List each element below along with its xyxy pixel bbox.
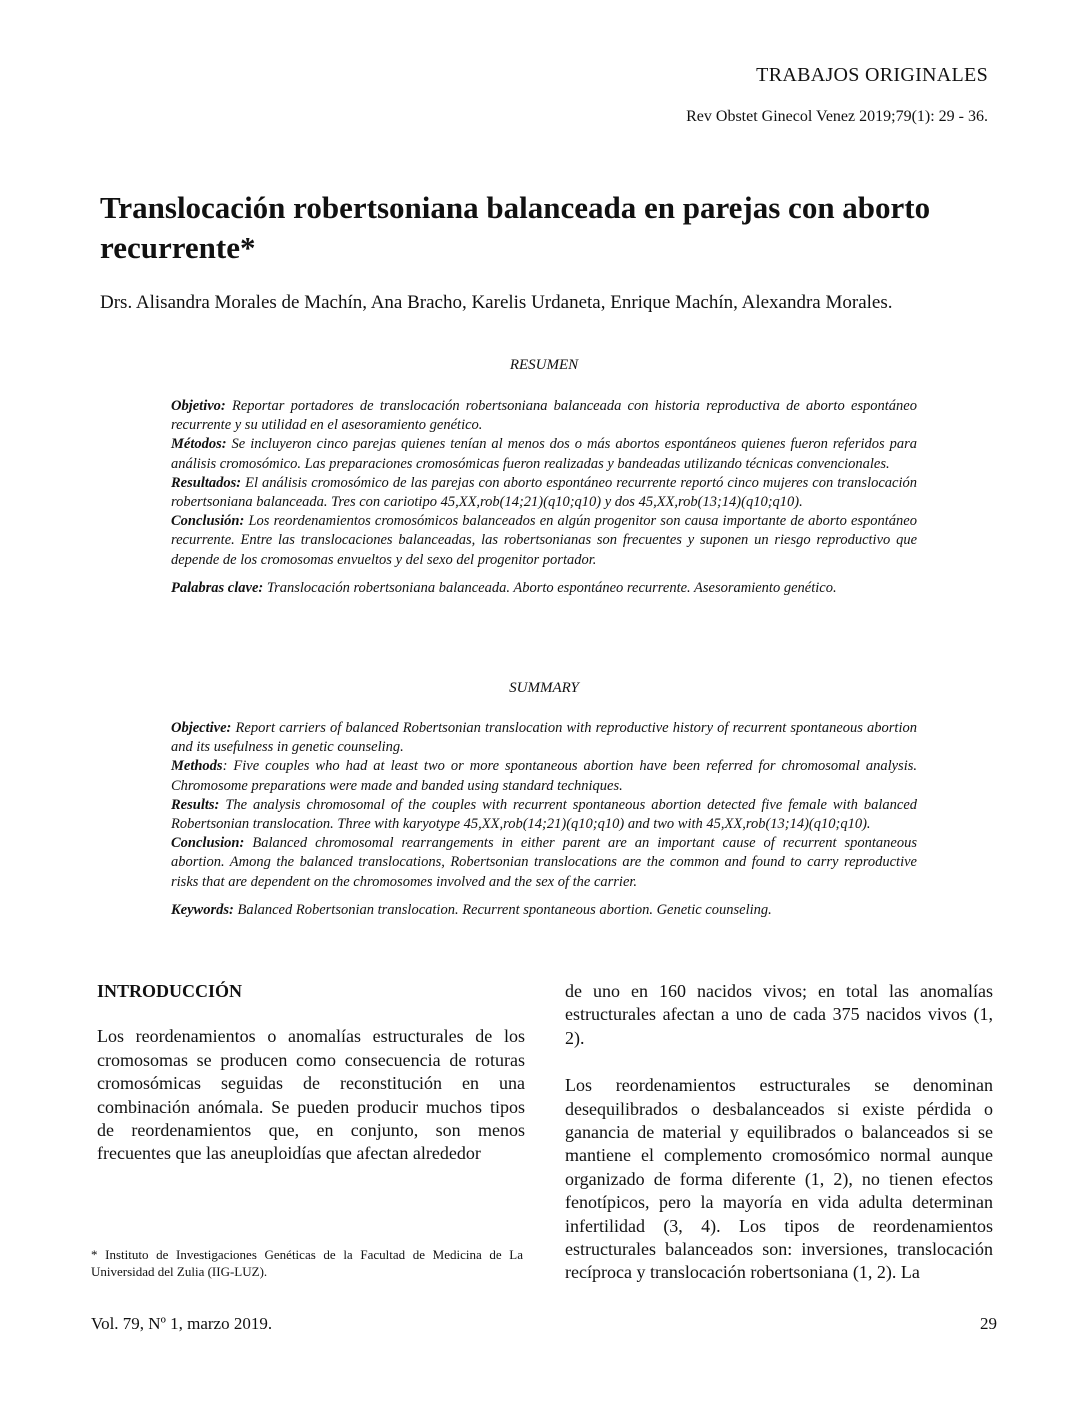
abstract-text: El análisis cromosómico de las parejas con aborto espontáneo recurrente reportó cinco mujeres con translocación robertsoniana balanceada. Tres con cariotipo 45,XX,rob(14;21)(q10;q10) y dos 45,XX,rob(13;14)(q10;q10). <box>171 474 917 511</box>
abstract-text: Se incluyeron cinco parejas quienes tenían al menos dos o más abortos espontáneos quienes fueron referidos para análisis cromosómico. Las preparaciones cromosómicas fueron realizadas y bandeadas utilizando técnicas convencionales. <box>171 436 917 472</box>
summary-conclusion <box>171 834 917 892</box>
abstract-label: Conclusion: <box>171 835 245 852</box>
body-column-left <box>97 980 525 1166</box>
summary-methods <box>171 757 917 795</box>
article-title: Translocación robertsoniana balanceada en parejas con aborto recurrente* <box>100 190 931 265</box>
abstract-text: : Five couples who had at least two or more spontaneous abortion have been referred for chromosomal analysis. Chromosome preparations were made and banded using standard techniques. <box>171 758 917 794</box>
abstract-label: Objective: <box>171 720 232 736</box>
resumen-resultados <box>171 474 917 512</box>
journal-citation: Rev Obstet Ginecol Venez 2019;79(1): 29 - 36. <box>686 108 988 125</box>
abstract-text: Report carriers of balanced Robertsonian translocation with reproductive history of recurrent spontaneous abortion and its usefulness in genetic counseling. <box>171 720 917 756</box>
body-paragraph: Los reordenamientos estructurales se denominan desequilibrados o desbalanceados si existe pérdida o ganancia de material y equilibrados o balanceados si se mantiene el complemento cromosómico normal aunque organizado de forma diferente (1, 2), no tienen efectos fenotípicos, pero la mayoría en vida adulta determinan infertilidad (3, 4). Los tipos de reordenamientos estructurales balanceados son: inversiones, translocación recíproca y translocación robertsoniana (1, 2). La <box>565 1075 993 1283</box>
resumen-metodos <box>171 435 917 473</box>
section-heading-introduccion: INTRODUCCIÓN <box>97 981 243 1001</box>
summary-keywords <box>171 901 917 920</box>
abstract-text: Los reordenamientos cromosómicos balanceados en algún progenitor son causa importante de aborto espontáneo recurrente. Entre las translocaciones balanceadas, las robertsonianas son frecuentes y suponen un riesgo reproductivo que depende de los cromosomas envueltos y del sexo del progenitor portador. <box>171 513 917 568</box>
body-paragraph: Los reordenamientos o anomalías estructurales de los cromosomas se producen como consecuencia de roturas cromosómicas seguidas de reconstitución en una combinación anómala. Se pueden producir muchos tipos de reordenamientos que, en conjunto, son menos frecuentes que las aneuploidías que afectan alrededor <box>97 1026 525 1164</box>
footer-volume: Vol. 79, Nº 1, marzo 2019. <box>91 1314 273 1333</box>
keywords-label: Palabras clave: <box>171 579 264 596</box>
abstract-label: Results: <box>171 796 220 813</box>
resumen-objetivo <box>171 397 917 435</box>
abstract-text: The analysis chromosomal of the couples with recurrent spontaneous abortion detected five female with balanced Robertsonian translocation. Three with karyotype 45,XX,rob(14;21)(q10;q10) and two with 45,XX,rob(13;14)(q10;q10). <box>171 796 917 833</box>
summary-results <box>171 796 917 834</box>
keywords-label: Keywords: <box>171 901 234 918</box>
summary-abstract <box>171 719 917 920</box>
abstract-label: Objetivo: <box>171 398 226 414</box>
resumen-abstract <box>171 397 917 598</box>
section-label: TRABAJOS ORIGINALES <box>756 64 988 86</box>
summary-objective <box>171 719 917 757</box>
abstract-label: Resultados: <box>171 474 242 491</box>
keywords-text: Balanced Robertsonian translocation. Recurrent spontaneous abortion. Genetic counseling. <box>233 901 772 918</box>
resumen-conclusion <box>171 512 917 570</box>
page-number: 29 <box>980 1314 997 1333</box>
body-column-right <box>565 980 993 1285</box>
abstract-text: Reportar portadores de translocación robertsoniana balanceada con historia reproductiva de aborto espontáneo recurrente y su utilidad en el asesoramiento genético. <box>171 398 917 434</box>
abstract-label: Métodos: <box>171 436 227 453</box>
affiliation-footnote: * Instituto de Investigaciones Genéticas de la Facultad de Medicina de La Universidad del Zulia (IIG-LUZ). <box>91 1247 523 1279</box>
resumen-heading: RESUMEN <box>509 357 579 373</box>
summary-heading: SUMMARY <box>509 680 579 696</box>
abstract-label: Conclusión: <box>171 513 245 530</box>
author-list: Drs. Alisandra Morales de Machín, Ana Bracho, Karelis Urdaneta, Enrique Machín, Alexandra Morales. <box>100 292 893 313</box>
body-paragraph: de uno en 160 nacidos vivos; en total las anomalías estructurales afectan a uno de cada 375 nacidos vivos (1, 2). <box>565 981 993 1048</box>
abstract-label: Methods <box>171 758 223 775</box>
resumen-keywords <box>171 579 917 598</box>
keywords-text: Translocación robertsoniana balanceada. Aborto espontáneo recurrente. Asesoramiento genético. <box>263 579 837 596</box>
abstract-text: Balanced chromosomal rearrangements in either parent are an important cause of recurrent spontaneous abortion. Among the balanced translocations, Robertsonian translocations are the common and found to carry reproductive risks that are dependent on the chromosomes involved and the sex of the carrier. <box>171 835 917 890</box>
